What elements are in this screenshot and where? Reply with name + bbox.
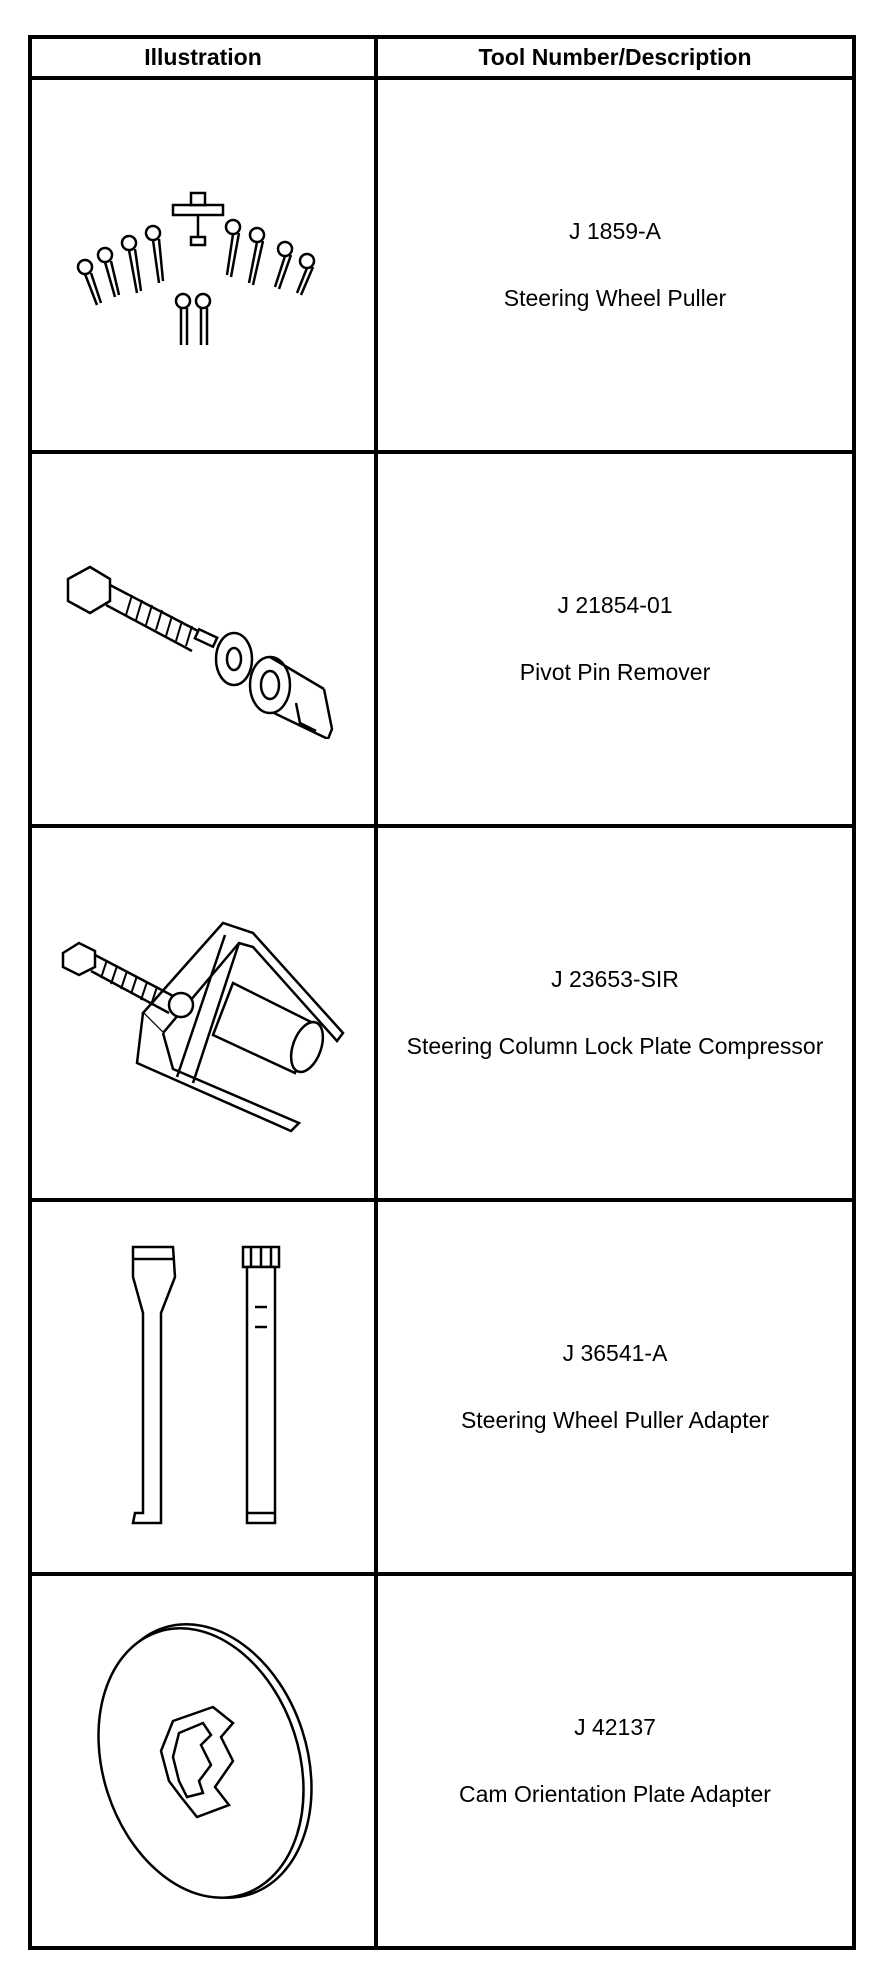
tool-description: Steering Wheel Puller Adapter — [460, 1407, 770, 1433]
table-row — [30, 1574, 854, 1948]
tool-number: J 42137 — [574, 1714, 656, 1740]
table-row — [30, 78, 854, 452]
description-cell — [376, 78, 854, 452]
description-cell — [376, 452, 854, 826]
tool-number: J 21854-01 — [557, 592, 673, 618]
table-row — [30, 826, 854, 1200]
description-cell — [376, 826, 854, 1200]
header-tool-number-description: Tool Number/Description — [376, 37, 854, 78]
tool-number: J 23653-SIR — [551, 966, 679, 992]
illustration-cell — [30, 1574, 376, 1948]
tool-number: J 1859-A — [568, 218, 662, 244]
illustration-cell — [30, 1200, 376, 1574]
table-header-row — [30, 37, 854, 78]
illustration-cell — [30, 452, 376, 826]
cam-orientation-plate-adapter-illustration — [83, 1611, 323, 1911]
description-cell — [376, 1574, 854, 1948]
tool-description: Pivot Pin Remover — [519, 659, 711, 685]
illustration-cell — [30, 826, 376, 1200]
tool-description: Steering Column Lock Plate Compressor — [406, 1033, 824, 1059]
tool-description: Cam Orientation Plate Adapter — [459, 1781, 771, 1807]
pivot-pin-remover-illustration — [48, 539, 358, 739]
lock-plate-compressor-illustration — [43, 863, 363, 1163]
table-row — [30, 452, 854, 826]
header-illustration: Illustration — [30, 37, 376, 78]
steering-wheel-puller-adapter-illustration — [103, 1237, 303, 1537]
table-row — [30, 1200, 854, 1574]
illustration-cell — [30, 78, 376, 452]
description-cell — [376, 1200, 854, 1574]
tool-description: Steering Wheel Puller — [503, 285, 727, 311]
special-tools-table — [28, 35, 856, 1950]
tool-number: J 36541-A — [562, 1340, 668, 1366]
steering-wheel-puller-illustration — [53, 175, 353, 355]
